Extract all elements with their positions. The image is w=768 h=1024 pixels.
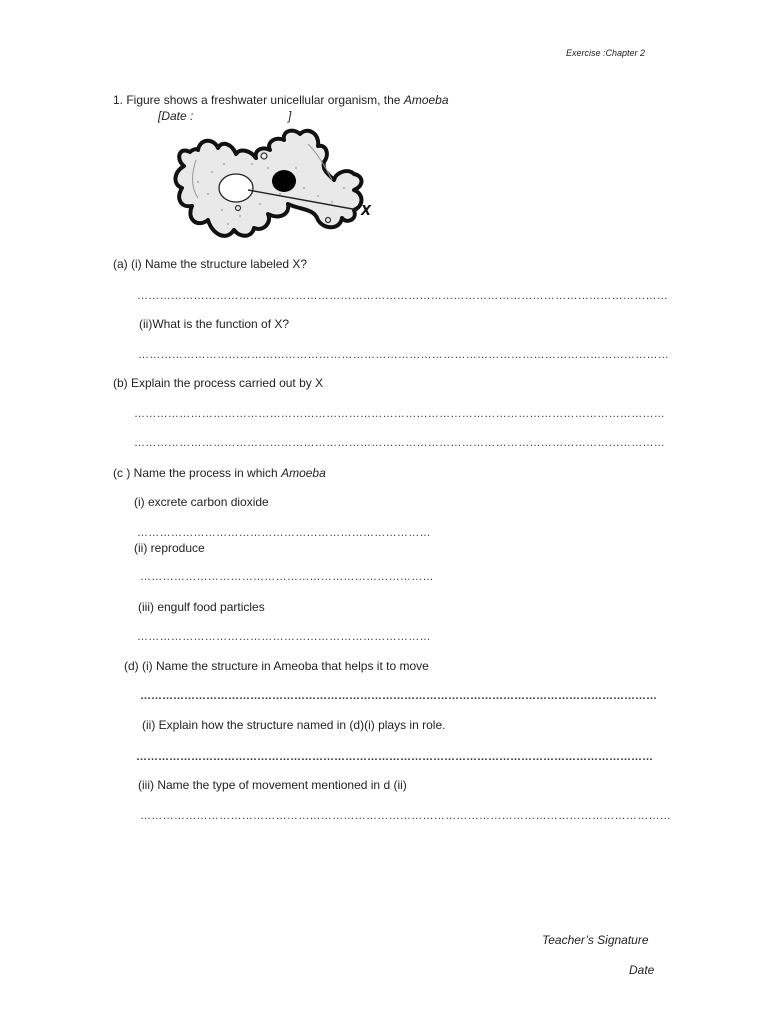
date-close: ] [288, 109, 292, 123]
page-header: Exercise :Chapter 2 [566, 48, 646, 58]
answer-line[interactable]: …………………………………………………………………… [137, 527, 431, 539]
date-label: Date [629, 963, 655, 977]
answer-line[interactable]: …………………………………………………………………………………………………………………………… [138, 349, 670, 361]
nucleus [272, 170, 296, 192]
question-d-i: (d) (i) Name the structure in Ameoba that helps it to move [124, 659, 429, 673]
amoeba-outline [175, 131, 361, 236]
teacher-signature-label: Teacher’s Signature [542, 933, 649, 947]
question-c-iii: (iii) engulf food particles [138, 600, 265, 614]
question-d-iii: (iii) Name the type of movement mentioned in d (ii) [138, 778, 407, 792]
date-open: [Date : [158, 109, 194, 123]
label-x: X [361, 204, 372, 219]
organism-name: Amoeba [281, 466, 326, 480]
contractile-vacuole [219, 174, 253, 202]
answer-line[interactable]: …………………………………………………………………… [140, 571, 434, 583]
answer-line[interactable]: …………………………………………………………………………………………………………………………… [134, 437, 666, 449]
answer-line[interactable]: …………………………………………………………………………………………………………………………… [140, 690, 657, 702]
answer-line[interactable]: …………………………………………………………………… [137, 631, 431, 643]
question-1-text: 1. Figure shows a freshwater unicellular organism, the [113, 93, 404, 107]
question-c-stem [113, 466, 326, 480]
answer-line[interactable]: …………………………………………………………………………………………………………………………… [140, 810, 672, 822]
question-c-i: (i) excrete carbon dioxide [134, 495, 269, 509]
question-c-ii: (ii) reproduce [134, 541, 205, 555]
question-1-stem [113, 93, 449, 107]
question-d-ii: (ii) Explain how the structure named in (d)(i) plays in role. [142, 718, 446, 732]
answer-line[interactable]: …………………………………………………………………………………………………………………………… [137, 290, 669, 302]
organism-name: Amoeba [403, 93, 449, 107]
question-a-ii: (ii)What is the function of X? [139, 317, 290, 331]
answer-line[interactable]: …………………………………………………………………………………………………………………………… [136, 751, 653, 763]
question-b: (b) Explain the process carried out by X [113, 376, 324, 390]
question-a-i: (a) (i) Name the structure labeled X? [113, 257, 308, 271]
question-c-text: (c ) Name the process in which [113, 466, 282, 480]
answer-line[interactable]: …………………………………………………………………………………………………………………………… [134, 408, 666, 420]
amoeba-figure [168, 124, 380, 248]
